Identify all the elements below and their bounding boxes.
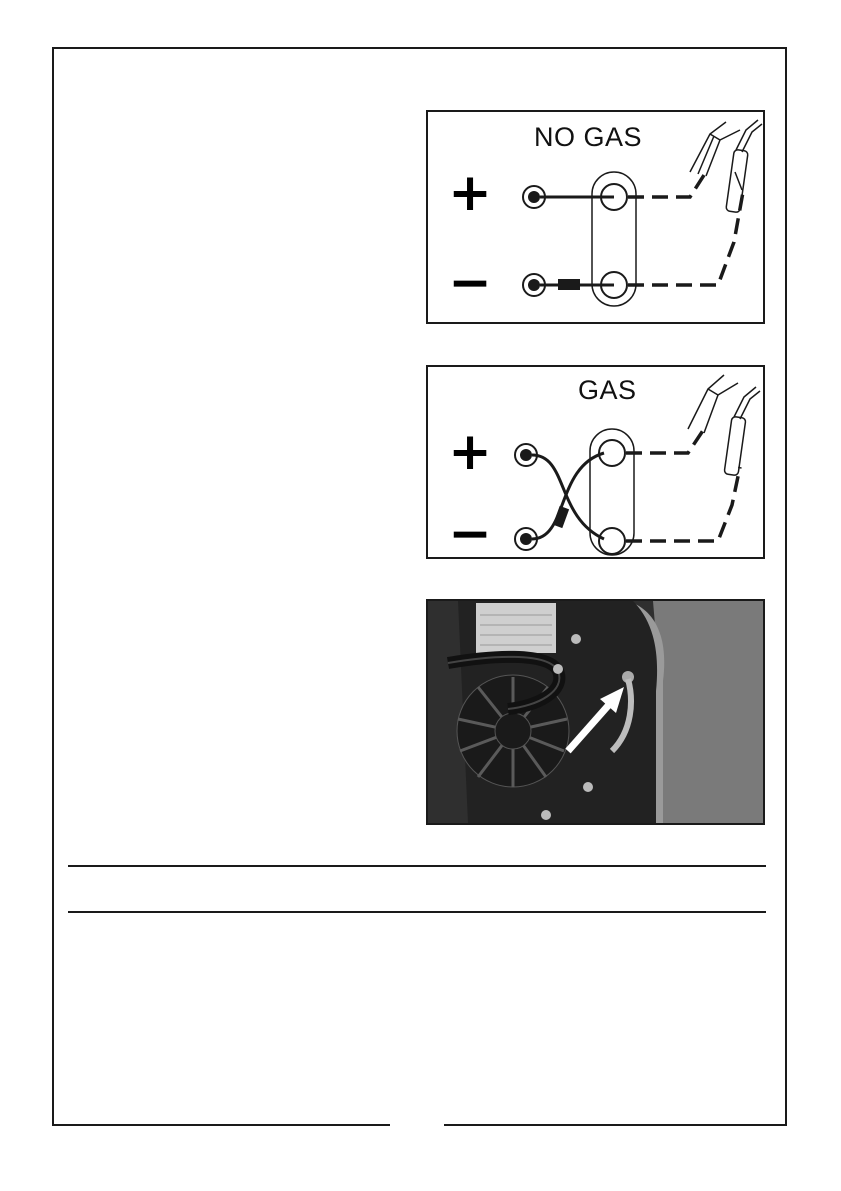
minus-terminal [520,533,532,545]
plus-terminal [520,449,532,461]
gas-wiring-diagram [426,365,765,559]
no-gas-wiring-diagram [426,110,765,324]
lower-outlet [599,528,625,554]
side-panel [653,601,763,823]
torch-lead [626,467,740,541]
welder-rear-photo [426,599,765,825]
section-rule-bottom [68,911,766,913]
minus-symbol: − [448,504,492,557]
cross-link-plus [532,455,604,539]
plus-symbol: + [448,422,492,482]
welder-rear-illustration [428,601,763,823]
plus-symbol: + [448,163,492,223]
clamp-lead [628,172,706,197]
rating-label [476,603,556,653]
link-sleeve [553,506,569,528]
plus-terminal [528,191,540,203]
link-sleeve [558,279,580,290]
clamp-lead [626,429,704,453]
gas-title: GAS [578,375,637,405]
no-gas-title: NO GAS [534,122,643,152]
mig-torch-icon [724,387,760,476]
minus-symbol: − [448,253,492,313]
section-rule-top [68,865,766,867]
minus-terminal [528,279,540,291]
page-number-gap [390,1116,444,1136]
